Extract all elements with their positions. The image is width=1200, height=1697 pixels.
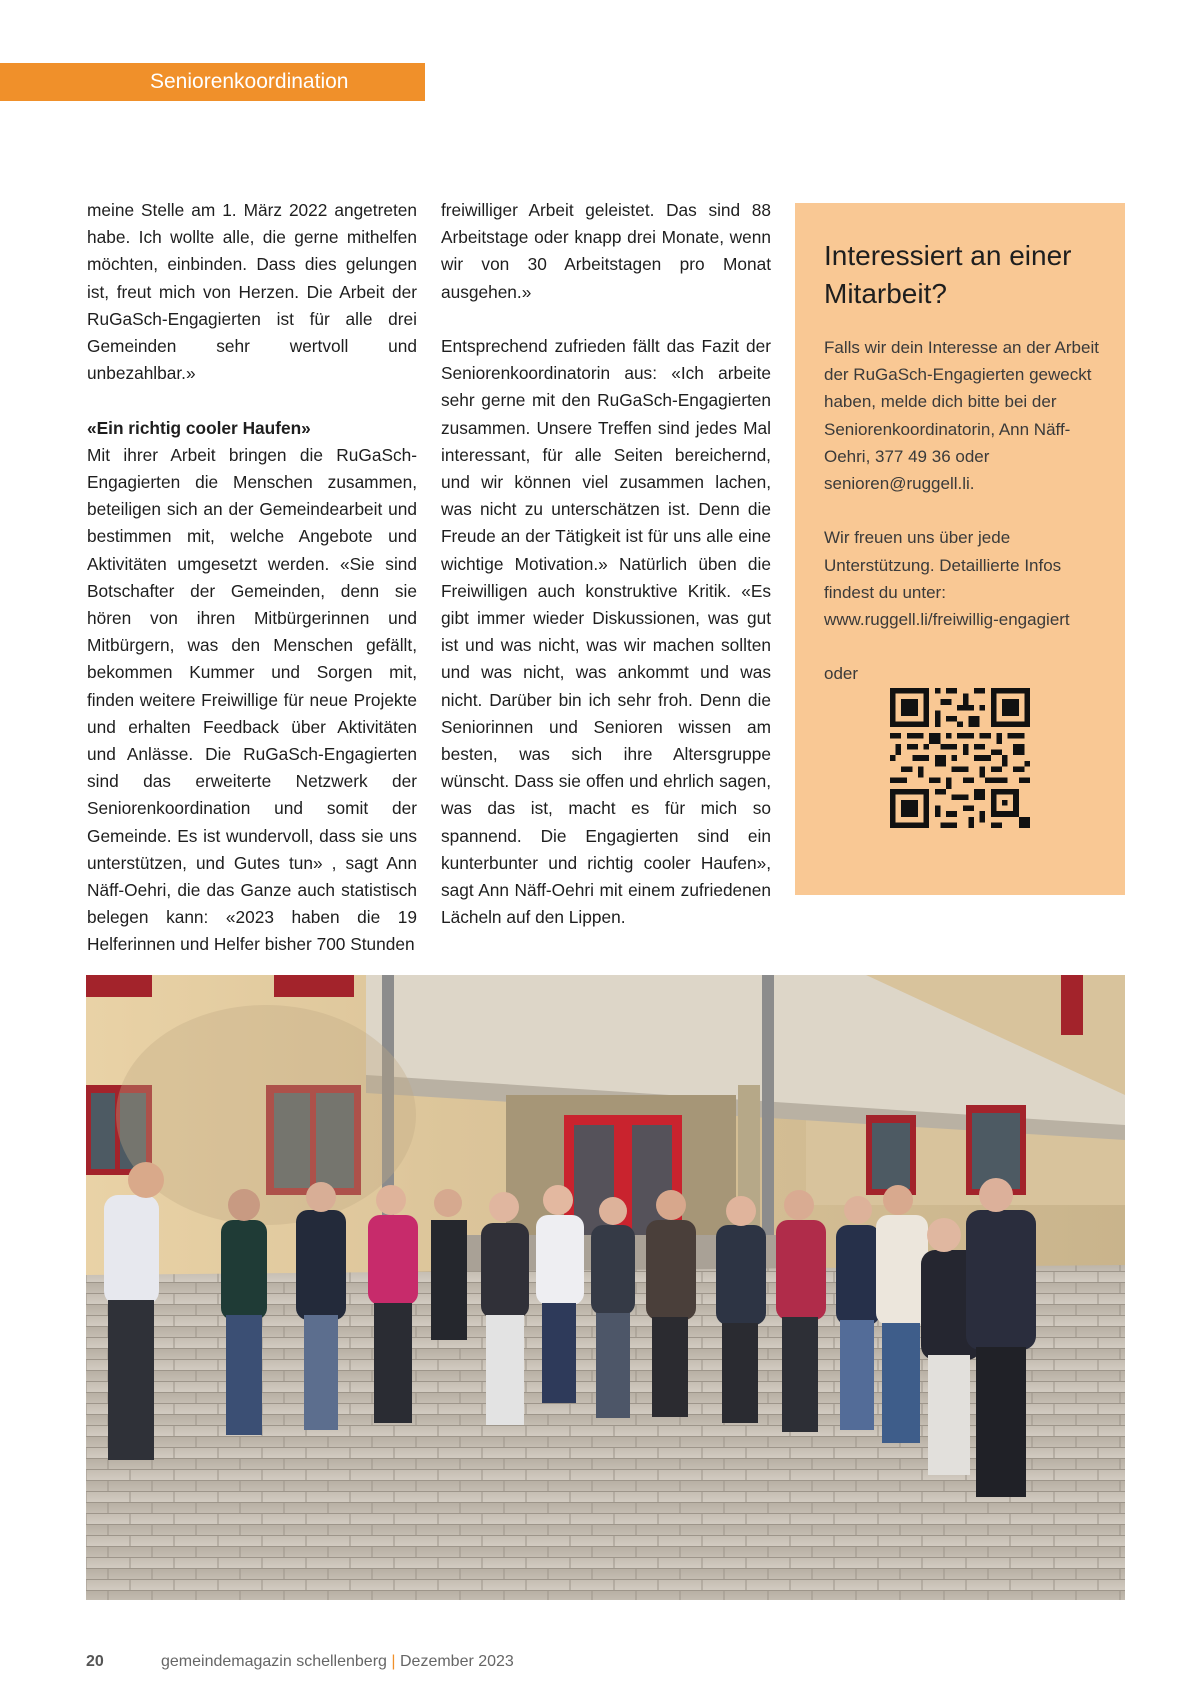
paragraph: Entsprechend zufrieden fällt das Fazit der Seniorenkoordinatorin aus: «Ich arbeite sehr gerne mit den RuGaSch-Engagierten zusammen. Unsere Treffen sind jedes Mal interessant, für alle Seiten bereichernd, und wir können viel zusammen lachen, was nicht zu unterschätzen ist. Denn die Freude an der Tätigkeit ist für uns alle eine wichtige Motivation.» Natürlich üben die Freiwilligen auch konstruktive Kritik. «Es gibt immer wieder Diskussionen, was gut ist und was nicht, was wir machen sollten und was nicht, was ankommt und was nicht. Darüber bin ich sehr froh. Denn die Seniorinnen und Senioren wissen am besten, was sich ihre Altersgruppe wünscht. Dass sie offen und ehrlich sagen, was das ist, macht es für mich so spannend. Die Engagierten sind ein kunterbunter und richtig cooler Haufen», sagt Ann Näff-Oehri mit einem zufriedenen Lächeln auf den Lippen. (441, 336, 771, 928)
info-box-body (824, 334, 1104, 688)
info-paragraph: Wir freuen uns über jede Unterstützung. Detaillierte Infos findest du unter: www.ruggell.li/freiwillig-engagiert (824, 528, 1070, 630)
qr-code-icon[interactable] (890, 688, 1030, 828)
separator: | (391, 1653, 396, 1670)
paragraph: Mit ihrer Arbeit bringen die RuGaSch-Engagierten die Menschen zusammen, beteiligen sich an der Gemeindearbeit und bestimmen mit, welche Angebote und Aktivitäten umgesetzt werden. «Sie sind Botschafter der Gemeinden, denn sie hören von ihren Mitbürgerinnen und Mitbürgern, was den Menschen gefällt, bekommen Kummer und Sorgen mit, finden weitere Freiwillige für neue Projekte und erhalten Feedback über Aktivitäten und Anlässe. Die RuGaSch-Engagierten sind das erweiterte Netzwerk der Seniorenkoordination und somit der Gemeinde. Es ist wundervoll, dass sie uns unterstützen, und Gutes tun» , sagt Ann Näff-Oehri, die das Ganze auch statistisch belegen kann: «2023 haben die 19 Helferinnen und Helfer bisher 700 Stunden (87, 444, 417, 955)
article-column-2 (441, 197, 771, 931)
subheading: «Ein richtig cooler Haufen» (87, 417, 311, 438)
paragraph: meine Stelle am 1. März 2022 angetreten habe. Ich wollte alle, die gerne mithelfen möchten, einbinden. Dass dies gelungen ist, freut mich von Herzen. Die Arbeit der RuGaSch-Engagierten ist für alle drei Gemeinden sehr wertvoll und unbezahlbar.» (87, 200, 417, 384)
info-box-title: Interessiert an einer Mitarbeit? (824, 240, 1072, 309)
info-paragraph: oder (824, 664, 859, 684)
article-column-1 (87, 197, 417, 959)
paragraph: freiwilliger Arbeit geleistet. Das sind 88 Arbeitstage oder knapp drei Monate, wenn wir von 30 Arbeitstagen pro Monat ausgehen.» (441, 200, 771, 302)
magazine-name: gemeindemagazin schellenberg (161, 1653, 387, 1670)
info-box (795, 203, 1125, 895)
section-title: Seniorenkoordination (150, 70, 349, 93)
group-photo-illustration (86, 975, 1125, 1600)
magazine-info (161, 1653, 514, 1671)
page-number: 20 (86, 1653, 104, 1670)
info-paragraph: Falls wir dein Interesse an der Arbeit der RuGaSch-Engagierten geweckt haben, melde dich bitte bei der Seniorenkoordinatorin, Ann Näff-Oehri, 377 49 36 oder senioren@ruggell.li. (824, 338, 1099, 494)
section-header (0, 63, 425, 101)
group-photo (86, 975, 1125, 1600)
issue-date: Dezember 2023 (399, 1653, 514, 1670)
